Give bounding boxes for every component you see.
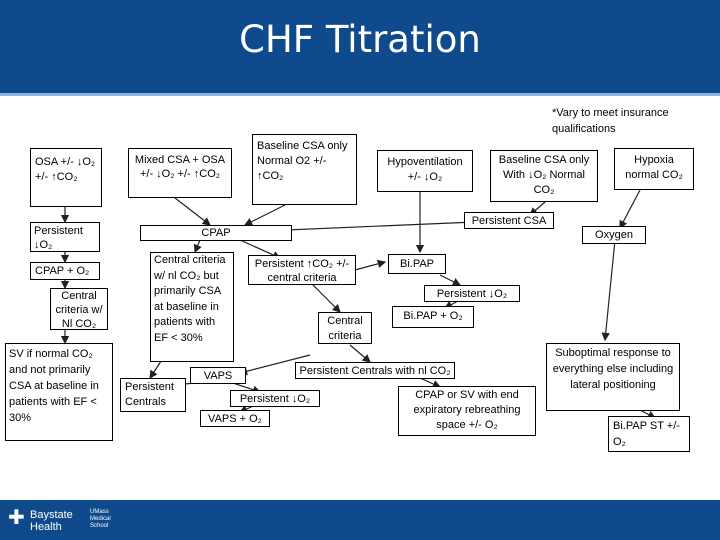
arrow-oxygen-suboptimal [605, 240, 615, 340]
node-persistent-o2-right: Persistent ↓O₂ [424, 285, 520, 302]
arrow-hypoxia-oxygen [620, 190, 640, 228]
umass-logo: UMass Medical School [90, 509, 111, 529]
node-cpap: CPAP [140, 225, 292, 241]
baystate-logo: ✚ [8, 507, 25, 529]
arrow-baseline-cpap [245, 205, 285, 225]
baystate-health-wordmark: Baystate Health [30, 509, 73, 533]
node-baseline-csa: Baseline CSA only Normal O2 +/- ↑CO₂ [252, 134, 357, 205]
node-persistent-centrals-nl: Persistent Centrals with nl CO₂ [295, 362, 455, 379]
node-central-criteria-right: Central criteria [318, 312, 372, 344]
arrow-mixed-cpap [175, 198, 210, 225]
node-central-criteria-left: Central criteria w/ Nl CO₂ [50, 288, 108, 330]
arrow-centralright-persistentcentrals [350, 345, 370, 362]
node-persistent-co2: Persistent ↑CO₂ +/- central criteria [248, 255, 356, 285]
arrow-persistentco2-bipap [355, 262, 385, 270]
node-suboptimal: Suboptimal response to everything else including lateral positioning [546, 343, 680, 411]
node-cpap-or-sv: CPAP or SV with end expiratory rebreathing space +/- O₂ [398, 386, 536, 436]
node-bipap: Bi.PAP [388, 254, 446, 274]
node-bipap-st: Bi.PAP ST +/- O₂ [608, 416, 690, 452]
arrow-bipap-persistento2 [440, 275, 460, 285]
node-persistent-o2-left: Persistent ↓O₂ [30, 222, 100, 252]
node-osa: OSA +/- ↓O₂ +/- ↑CO₂ [30, 148, 102, 207]
node-vaps: VAPS [190, 367, 246, 384]
page-title: CHF Titration [239, 18, 481, 61]
node-mixed-csa-osa: Mixed CSA + OSA +/- ↓O₂ +/- ↑CO₂ [128, 148, 232, 198]
node-bipap-o2: Bi.PAP + O₂ [392, 306, 474, 328]
node-central-criteria-mid: Central criteria w/ nl CO₂ but primarily CSA at baseline in patients with EF < 30% [150, 252, 234, 362]
node-cpap-o2: CPAP + O₂ [30, 262, 100, 280]
node-vaps-o2: VAPS + O₂ [200, 410, 270, 427]
node-oxygen: Oxygen [582, 226, 646, 244]
arrow-cpap-central-mid [195, 240, 200, 252]
node-hypoventilation: Hypoventilation +/- ↓O₂ [377, 150, 473, 192]
node-persistent-csa: Persistent CSA [464, 212, 554, 229]
node-hypoxia: Hypoxia normal CO₂ [614, 148, 694, 190]
node-persistent-o2-mid: Persistent ↓O₂ [230, 390, 320, 407]
node-sv-if-normal: SV if normal CO₂ and not primarily CSA at baseline in patients with EF < 30% [5, 343, 113, 441]
arrow-persistentco2-central-right [310, 282, 340, 312]
node-baseline-csa-only: Baseline CSA only With ↓O₂ Normal CO₂ [490, 150, 598, 202]
node-persistent-centrals-left: Persistent Centrals [120, 378, 186, 412]
insurance-note: *Vary to meet insurance qualifications [552, 107, 669, 135]
